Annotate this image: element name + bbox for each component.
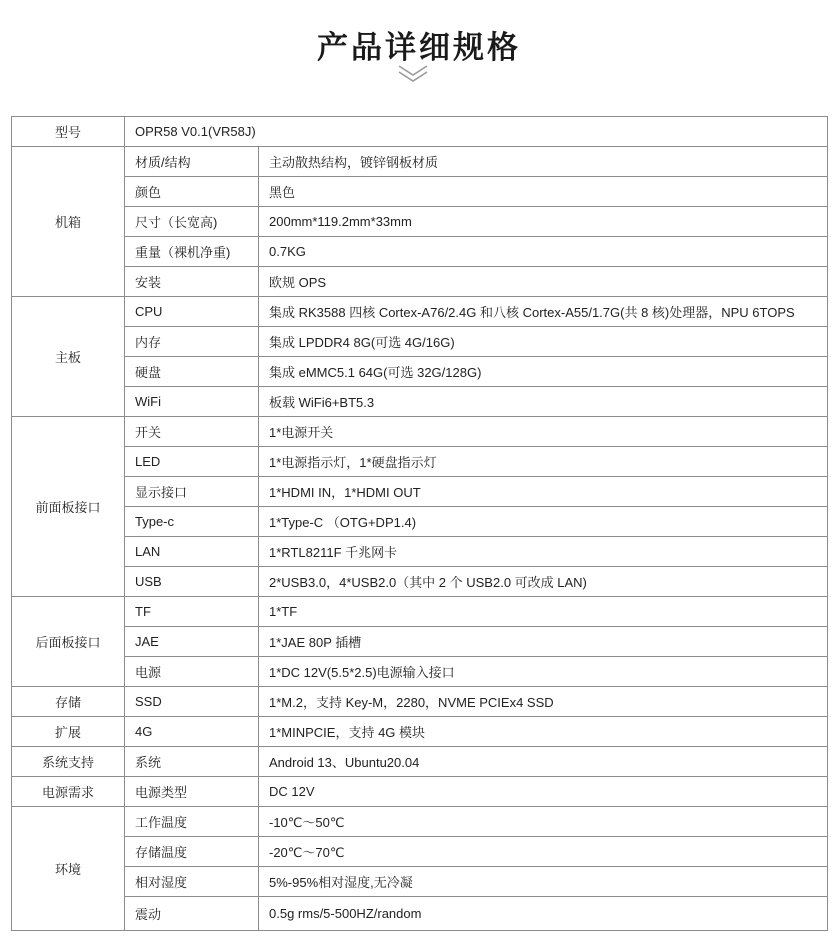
table-row (12, 177, 828, 207)
item-cell: WiFi (125, 387, 259, 417)
table-row (12, 417, 828, 447)
table-row (12, 747, 828, 777)
item-cell: 开关 (125, 417, 259, 447)
table-row (12, 687, 828, 717)
item-cell: 内存 (125, 327, 259, 357)
item-cell: TF (125, 597, 259, 627)
model-value: OPR58 V0.1(VR58J) (125, 117, 828, 147)
item-cell: 电源类型 (125, 777, 259, 807)
value-cell: 1*DC 12V(5.5*2.5)电源输入接口 (259, 657, 828, 687)
item-cell: 安装 (125, 267, 259, 297)
table-row (12, 297, 828, 327)
value-cell: 1*HDMI IN，1*HDMI OUT (259, 477, 828, 507)
value-cell: 欧规 OPS (259, 267, 828, 297)
item-cell: 震动 (125, 897, 259, 931)
item-cell: LAN (125, 537, 259, 567)
item-cell: LED (125, 447, 259, 477)
table-row (12, 597, 828, 627)
item-cell: USB (125, 567, 259, 597)
table-row (12, 147, 828, 177)
category-cell: 前面板接口 (12, 417, 125, 597)
item-cell: 4G (125, 717, 259, 747)
table-row (12, 807, 828, 837)
value-cell: 黑色 (259, 177, 828, 207)
table-row (12, 207, 828, 237)
table-row-model (12, 117, 828, 147)
value-cell: 2*USB3.0，4*USB2.0（其中 2 个 USB2.0 可改成 LAN) (259, 567, 828, 597)
value-cell: -10℃～50℃ (259, 807, 828, 837)
item-cell: JAE (125, 627, 259, 657)
table-row (12, 567, 828, 597)
double-chevron-down-icon (396, 62, 430, 84)
item-cell: 工作温度 (125, 807, 259, 837)
item-cell: 系统 (125, 747, 259, 777)
table-row (12, 777, 828, 807)
spec-table (11, 116, 828, 931)
value-cell: 0.5g rms/5-500HZ/random (259, 897, 828, 931)
value-cell: DC 12V (259, 777, 828, 807)
category-cell: 后面板接口 (12, 597, 125, 687)
table-row (12, 357, 828, 387)
value-cell: 1*M.2，支持 Key-M，2280，NVME PCIEx4 SSD (259, 687, 828, 717)
category-cell: 系统支持 (12, 747, 125, 777)
value-cell: 1*电源指示灯，1*硬盘指示灯 (259, 447, 828, 477)
value-cell: 1*MINPCIE，支持 4G 模块 (259, 717, 828, 747)
item-cell: 显示接口 (125, 477, 259, 507)
table-row (12, 657, 828, 687)
value-cell: 1*TF (259, 597, 828, 627)
table-row (12, 477, 828, 507)
table-row (12, 627, 828, 657)
category-cell: 电源需求 (12, 777, 125, 807)
table-row (12, 447, 828, 477)
table-row (12, 537, 828, 567)
table-row (12, 507, 828, 537)
item-cell: SSD (125, 687, 259, 717)
item-cell: 存储温度 (125, 837, 259, 867)
value-cell: Android 13、Ubuntu20.04 (259, 747, 828, 777)
value-cell: 1*Type-C （OTG+DP1.4) (259, 507, 828, 537)
table-row (12, 867, 828, 897)
value-cell: 200mm*119.2mm*33mm (259, 207, 828, 237)
value-cell: 主动散热结构，镀锌钢板材质 (259, 147, 828, 177)
item-cell: CPU (125, 297, 259, 327)
page-title: 产品详细规格 (317, 30, 521, 66)
value-cell: 1*RTL8211F 千兆网卡 (259, 537, 828, 567)
table-row (12, 837, 828, 867)
item-cell: 相对湿度 (125, 867, 259, 897)
item-cell: 尺寸（长宽高) (125, 207, 259, 237)
item-cell: 电源 (125, 657, 259, 687)
category-cell: 环境 (12, 807, 125, 931)
table-row (12, 897, 828, 931)
table-row (12, 327, 828, 357)
table-row (12, 717, 828, 747)
item-cell: 重量（裸机净重) (125, 237, 259, 267)
value-cell: -20℃～70℃ (259, 837, 828, 867)
value-cell: 板载 WiFi6+BT5.3 (259, 387, 828, 417)
table-row (12, 237, 828, 267)
value-cell: 集成 RK3588 四核 Cortex-A76/2.4G 和八核 Cortex-A55/1.7G(共 8 核)处理器，NPU 6TOPS (259, 297, 828, 327)
item-cell: 颜色 (125, 177, 259, 207)
value-cell: 集成 LPDDR4 8G(可选 4G/16G) (259, 327, 828, 357)
model-label: 型号 (12, 117, 125, 147)
value-cell: 集成 eMMC5.1 64G(可选 32G/128G) (259, 357, 828, 387)
item-cell: Type-c (125, 507, 259, 537)
category-cell: 扩展 (12, 717, 125, 747)
value-cell: 1*电源开关 (259, 417, 828, 447)
category-cell: 主板 (12, 297, 125, 417)
table-row (12, 267, 828, 297)
item-cell: 硬盘 (125, 357, 259, 387)
value-cell: 5%-95%相对湿度,无冷凝 (259, 867, 828, 897)
category-cell: 存储 (12, 687, 125, 717)
table-row (12, 387, 828, 417)
category-cell: 机箱 (12, 147, 125, 297)
item-cell: 材质/结构 (125, 147, 259, 177)
value-cell: 0.7KG (259, 237, 828, 267)
value-cell: 1*JAE 80P 插槽 (259, 627, 828, 657)
